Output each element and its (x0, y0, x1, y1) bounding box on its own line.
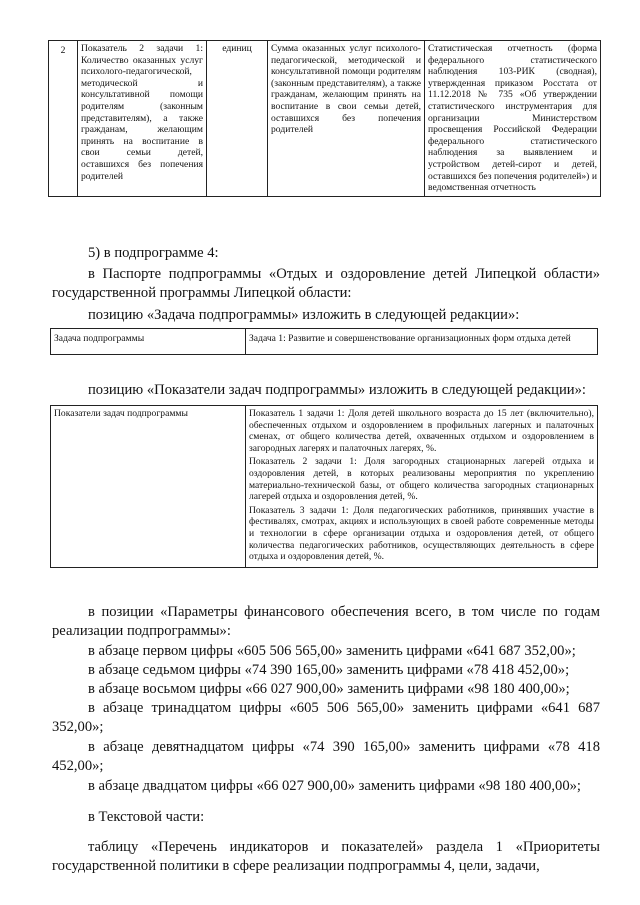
task-table (50, 328, 598, 355)
paragraph-20-change: в абзаце двадцатом цифры «66 027 900,00» заменить цифрами «98 180 400,00»; (88, 778, 581, 794)
paragraph-7-change: в абзаце седьмом цифры «74 390 165,00» заменить цифрами «78 418 452,00»; (88, 662, 570, 678)
paragraph-8-change: в абзаце восьмом цифры «66 027 900,00» заменить цифрами «98 180 400,00»; (88, 681, 570, 697)
paragraph-19-change: в абзаце девятнадцатом цифры «74 390 165,00» заменить цифрами «78 418 452,00»; (52, 739, 600, 774)
indicators-list-paragraph: таблицу «Перечень индикаторов и показателей» раздела 1 «Приоритеты государственной политики в сфере реализации подпрограммы 4, цели, задачи, (52, 839, 600, 874)
indicator-2-text: Показатель 2 задачи 1: Доля загородных стационарных лагерей отдыха и оздоровления детей, в которых реализованы мероприятия по укреплению материально-технической базы, от общего количества загородных стационарных лагерей отдыха и оздоровления детей, %. (249, 456, 594, 503)
indicators-label-cell: Показатели задач подпрограммы (51, 406, 246, 568)
indicator-1-text: Показатель 1 задачи 1: Доля детей школьного возраста до 15 лет (включительно), обеспеченных отдыхом и оздоровлением в профильных лагерных и палаточных сменах, от общего количества детей, охваченных отдыхом и оздоровлением в загородных лагерях и палаточных лагерях, %. (249, 408, 594, 454)
table-row (51, 406, 598, 568)
task-label-cell: Задача подпрограммы (51, 329, 246, 355)
data-source-cell: Статистическая отчетность (форма федерального статистического наблюдения 103-РИК (сводная), утвержденная приказом Росстата от 11.12.2018 № 735 «Об утверждении статистического инструментария для организации Министерством просвещения Российской Федерации федерального статистического наблюдения за выявлением и устройством детей-сирот и детей, оставшихся без попечения родителей») и ведомственная отчетность (425, 41, 601, 197)
finance-paragraph: в позиции «Параметры финансового обеспечения всего, в том числе по годам реализации подпрограммы»: (52, 604, 600, 639)
task-value-cell: Задача 1: Развитие и совершенствование организационных форм отдыха детей (246, 329, 598, 355)
text-part-paragraph: в Текстовой части: (88, 809, 205, 825)
indicator-3-text: Показатель 3 задачи 1: Доля педагогических работников, принявших участие в фестивалях, смотрах, акциях и использующих в своей работе современные методы и технологии в сфере организации отдыха и оздоровления детей, от общего количества педагогических работников, осуществляющих деятельность в сфере отдыха и оздоровления детей, %. (249, 504, 594, 563)
subprogram-4-heading: 5) в подпрограмме 4: (88, 245, 219, 261)
passport-paragraph: в Паспорте подпрограммы «Отдых и оздоровление детей Липецкой области» государственной программы Липецкой области: (52, 266, 600, 301)
task-position-paragraph: позицию «Задача подпрограммы» изложить в следующей редакции»: (88, 307, 520, 323)
indicator-name-cell: Показатель 2 задачи 1: Количество оказанных услуг психолого-педагогической, методической и консультативной помощи родителям (законным представителям), а также гражданам, желающим принять на воспитание в свои семьи детей, оставшихся без попечения родителей (78, 41, 207, 197)
paragraph-1-change: в абзаце первом цифры «605 506 565,00» заменить цифрами «641 687 352,00»; (88, 643, 576, 659)
indicator-continuation-table (48, 40, 601, 197)
calculation-cell: Сумма оказанных услуг психолого-педагогической, методической и консультативной помощи родителям (законным представителям), а также гражданам, желающим принять на воспитание в свои семьи детей, оставшихся без попечения родителей (268, 41, 425, 197)
table-row (49, 41, 601, 197)
paragraph-13-change: в абзаце тринадцатом цифры «605 506 565,00» заменить цифрами «641 687 352,00»; (52, 700, 600, 735)
row-number-cell: 2 (49, 41, 78, 197)
indicators-position-paragraph: позицию «Показатели задач подпрограммы» изложить в следующей редакции»: (88, 382, 586, 398)
table-row (51, 329, 598, 355)
indicators-value-cell (246, 406, 598, 568)
indicators-table (50, 405, 598, 568)
unit-cell: единиц (207, 41, 268, 197)
